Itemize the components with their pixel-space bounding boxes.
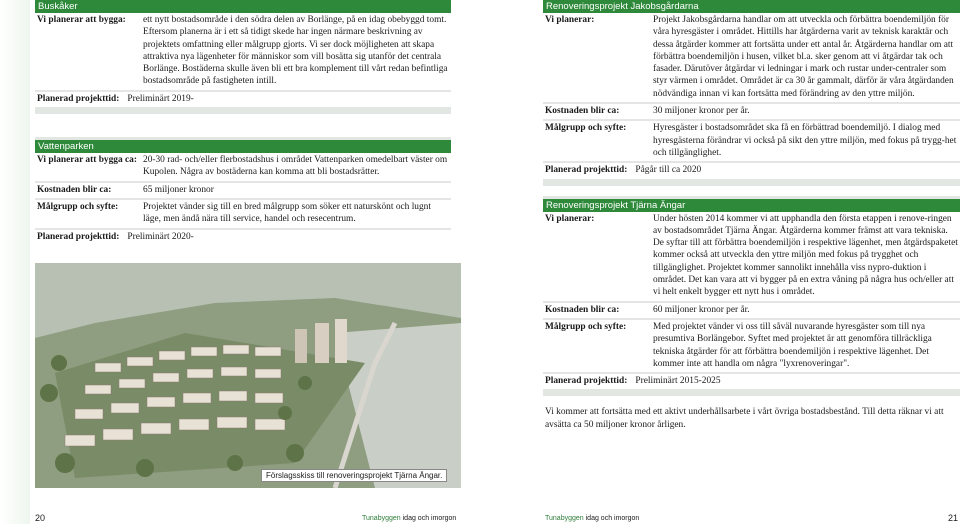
vattenparken-projekttid-row <box>35 230 451 245</box>
jakobsgardarna-planerar-text: Projekt Jakobsgårdarna handlar om att utveckla och förbättra boendemiljön för våra hyresgäster i området. Hittills har åtgärderna varit av teknisk karaktär och dessa åtgärder kommer att fortsätta under ett antal år. Åtgärderna handlar om att förbättra boendemiljön i husen, vilket bl.a. sker genom att vi åtgärdar tak och fasader. Därutöver åtgärdar vi ledningar i mark och rustar under-centraler som styr värmen i området. Området är ca 30 år gammalt, därför är våra åtgärdanden nödvändiga innan vi kan fortsätta med förändring av den yttre miljön. <box>653 15 954 99</box>
jakobsgardarna-projekttid-value: Pågår till ca 2020 <box>635 165 702 176</box>
leaf-decoration <box>0 0 30 524</box>
left-column <box>35 0 451 245</box>
section-header-tjarna: Renoveringsprojekt Tjärna Ängar <box>543 199 960 212</box>
jakobsgardarna-malgrupp-row <box>543 121 960 163</box>
tjarna-projekttid-value: Preliminärt 2015-2025 <box>635 376 721 387</box>
vattenparken-projekttid-label: Planerad projekttid: <box>37 231 120 242</box>
tjarna-planerar-row <box>543 212 960 303</box>
right-column <box>543 0 960 396</box>
jakobsgardarna-projekttid-label: Planerad projekttid: <box>545 165 628 176</box>
vattenparken-planerar-row <box>35 153 451 183</box>
page-number-right: 21 <box>948 513 959 523</box>
vattenparken-malgrupp-row <box>35 200 451 230</box>
jakobsgardarna-projekttid-row <box>543 163 960 178</box>
jakobsgardarna-kostnad-row <box>543 104 960 121</box>
tjarna-planerar-text: Under hösten 2014 kommer vi att upphandla den första etappen i renove-ringen av bostadsområdet Tjärna Ängar. Åtgärderna kommer främst att vara tekniska. De syftar till att förbättra boendemiljön i respektive lägenhet, men åtgärdspaketet kommer också att utveckla den yttre miljön med fokus på trygghet och tillgänglighet. Projektet kommer sannolikt innehålla viss nypro-duktion i området. Det kan vara att vi bygger på en extra våning på några hus och/eller att vi helt enkelt bygger ett nytt hus i området. <box>653 213 958 298</box>
tjarna-projekttid-row <box>543 374 960 389</box>
publication-brand: Tunabyggen <box>362 515 401 522</box>
publication-subtitle: idag och imorgon <box>400 515 457 522</box>
aerial-sketch-image <box>35 263 461 488</box>
jakobsgardarna-planerar-label: Vi planerar: <box>545 15 595 25</box>
section-header-vattenparken: Vattenparken <box>35 140 451 153</box>
image-caption: Förslagsskiss till renoveringsprojekt Tjärna Ängar. <box>261 469 447 482</box>
vattenparken-malgrupp-text: Projektet vänder sig till en bred målgrupp som söker ett naturskönt och lugnt läge, men ändå nära till service, handel och resecentrum. <box>143 201 431 225</box>
tjarna-kostnad-label: Kostnaden blir ca: <box>545 304 620 315</box>
tjarna-kostnad-value: 60 miljoner kronor per år. <box>653 304 750 315</box>
jakobsgardarna-planerar-row <box>543 13 960 104</box>
tjarna-kostnad-row <box>543 303 960 320</box>
vattenparken-projekttid-value: Preliminärt 2020- <box>127 231 194 242</box>
vattenparken-kostnad-row <box>35 183 451 200</box>
vattenparken-kostnad-value: 65 miljoner kronor <box>143 184 214 195</box>
publication-brand: Tunabyggen <box>545 515 584 522</box>
buskaker-planerar-label: Vi planerar att bygga: <box>37 15 126 25</box>
buskaker-projekttid-value: Preliminärt 2019- <box>127 93 194 104</box>
tjarna-malgrupp-label: Målgrupp och syfte: <box>545 321 627 332</box>
tjarna-planerar-label: Vi planerar: <box>545 213 595 224</box>
publication-subtitle: idag och imorgon <box>583 515 640 522</box>
page-number-left: 20 <box>35 513 46 523</box>
section-divider <box>35 107 451 114</box>
jakobsgardarna-malgrupp-label: Målgrupp och syfte: <box>545 123 627 134</box>
jakobsgardarna-kostnad-value: 30 miljoner kronor per år. <box>653 106 750 117</box>
vattenparken-planerar-text: 20-30 rad- och/eller flerbostadshus i området Vattenparken omedelbart väster om Kupolen. Några av bostäderna kan komma att bli bostadsrätter. <box>143 155 448 178</box>
buskaker-projekttid-row <box>35 92 451 107</box>
tjarna-malgrupp-row <box>543 320 960 374</box>
publication-name-left <box>362 515 456 522</box>
tjarna-projekttid-label: Planerad projekttid: <box>545 376 628 387</box>
publication-name-right <box>545 515 639 522</box>
summary-paragraph: Vi kommer att fortsätta med ett aktivt underhållsarbete i vårt övriga bostadsbestånd. Till detta räknar vi att avsätta ca 50 miljoner kronor årligen. <box>545 407 944 430</box>
buskaker-planerar-text: ett nytt bostadsområde i den södra delen av Borlänge, på en idag obebyggd tomt. Eftersom planerna är i ett så tidigt skede har ingen närmare beskrivning av projektets omfattning eller målgrupp gjorts. Vi ser dock möjligheten att skapa attraktiva nya lägenheter för människor som vill bosätta sig utanför det centrala Borlänge. Bostäderna skulle även bli ett bra komplement till vårt redan befintliga bostadsområde på fastigheten intill. <box>143 15 448 87</box>
vattenparken-malgrupp-label: Målgrupp och syfte: <box>37 201 119 212</box>
section-header-jakobsgardarna: Renoveringsprojekt Jakobsgårdarna <box>543 0 960 13</box>
section-divider <box>543 389 960 396</box>
jakobsgardarna-kostnad-label: Kostnaden blir ca: <box>545 106 620 117</box>
section-header-buskaker: Buskåker <box>35 0 451 13</box>
buskaker-planerar-row <box>35 13 451 92</box>
buskaker-projekttid-label: Planerad projekttid: <box>37 93 120 104</box>
jakobsgardarna-malgrupp-text: Hyresgäster i bostadsområdet ska få en förbättrad boendemiljö. I dialog med hyresgästerna förändrar vi också på sikt den yttre miljön, med fokus på trygg-het och tillgänglighet. <box>653 123 957 158</box>
vattenparken-kostnad-label: Kostnaden blir ca: <box>37 184 112 195</box>
tjarna-malgrupp-text: Med projektet vänder vi oss till såväl nuvarande hyresgäster som till nya presumtiva Borlängebor. Syftet med projektet är att genomföra tillräckliga tekniska åtgärder för att förbättra boendemiljön i respektive lägenhet. Det kommer inte att handla om några "lyxrenoveringar". <box>653 321 932 369</box>
vattenparken-planerar-label: Vi planerar att bygga ca: <box>37 155 137 166</box>
aerial-sketch-drawing <box>35 263 461 488</box>
section-divider <box>543 179 960 186</box>
